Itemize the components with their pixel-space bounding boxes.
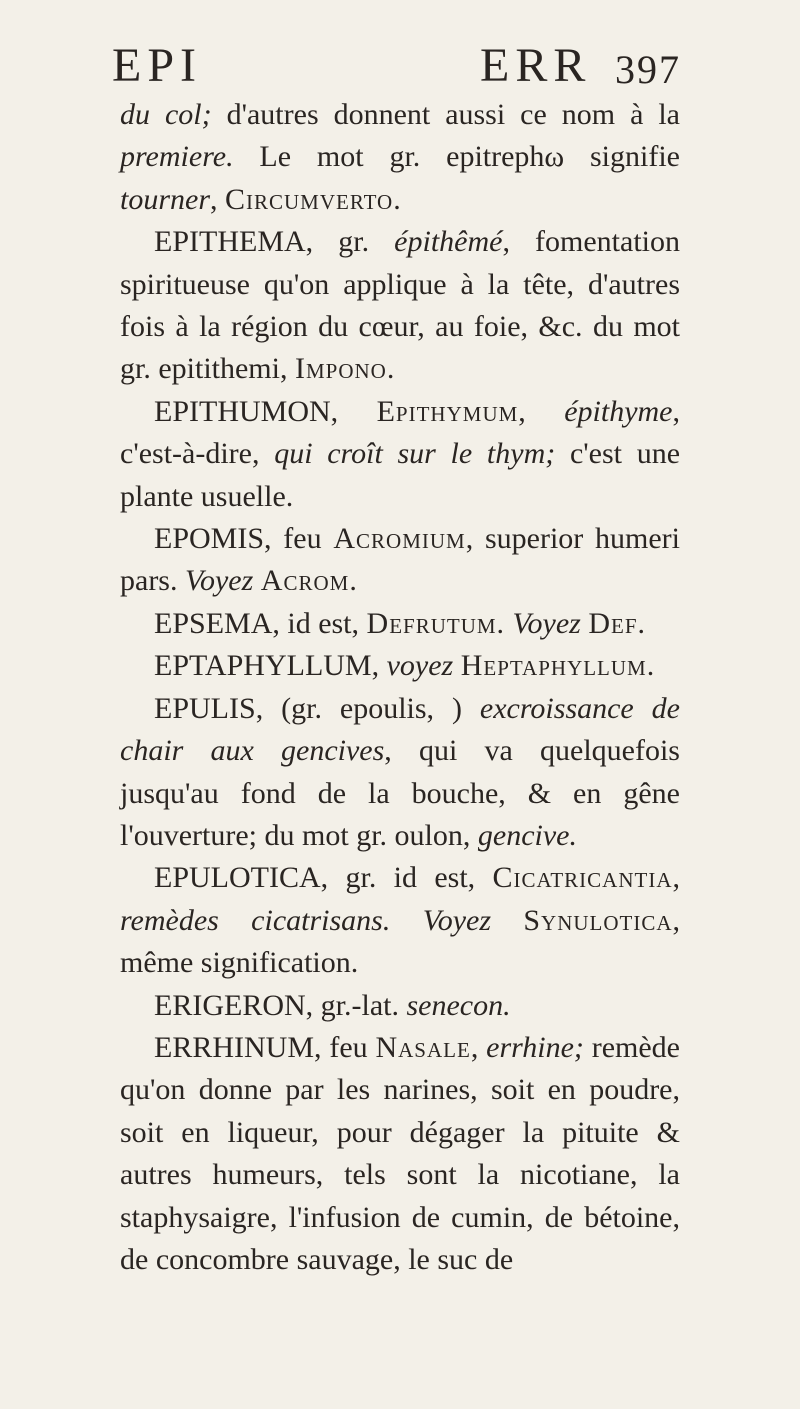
entry-text: , [518, 394, 565, 428]
entry-text: , gr. id est, [320, 861, 493, 895]
entry-text: , [672, 861, 680, 895]
entry-text: , qui va quelquefois jusqu'au fond de la bouche, & en gêne l'ouverture; du mot gr. oulon, [120, 734, 680, 852]
entry-headword: EPULIS [154, 691, 256, 725]
entry-text: d'autres donnent aussi ce nom à la [211, 98, 680, 131]
entry-headword: EPSEMA [154, 606, 273, 640]
entry-text: , même signification. [120, 903, 681, 980]
entry-text: , superior humeri pars. [120, 522, 681, 598]
running-head-left: EPI [112, 39, 202, 92]
entry-text: , [470, 1030, 487, 1064]
entry-text: Le mot gr. epitrephω signifie [233, 140, 680, 174]
entry-text [505, 607, 513, 640]
small-caps-text: Nasale [375, 1030, 471, 1064]
entry-text: , [210, 182, 225, 216]
entry-text: , (gr. epoulis, ) [255, 691, 480, 725]
italic-text: premiere. [120, 140, 234, 174]
italic-text: excroissance de chair aux gencives [120, 691, 680, 768]
small-caps-text: Acrom. [260, 564, 358, 598]
dictionary-entry [120, 985, 680, 1027]
italic-text: qui croît sur le thym; [274, 437, 556, 471]
italic-text: tourner [120, 182, 210, 216]
dictionary-entry [120, 645, 680, 687]
italic-text: Voyez [422, 903, 491, 937]
small-caps-text: Impono. [294, 352, 396, 386]
entry-text: c'est une plante usuelle. [120, 437, 681, 513]
entry-headword: ERRHINUM [154, 1030, 315, 1064]
small-caps-text: Defrutum. [366, 606, 506, 640]
small-caps-text: Acromium [333, 522, 466, 556]
entry-text [453, 649, 461, 682]
dictionary-entry [120, 857, 680, 984]
dictionary-entry [120, 221, 680, 391]
entry-text: remède qu'on donne par les narines, soit en poudre, soit en liqueur, pour dégager la pituite & autres humeurs, tels sont la nicotiane, la staphysaigre, l'infusion de cumin, de bétoine, de concombre sauvage, le suc de [120, 1030, 680, 1276]
dictionary-entry [120, 1027, 680, 1281]
dictionary-entry [120, 603, 680, 645]
dictionary-entry [120, 688, 680, 858]
italic-text: errhine; [486, 1030, 584, 1064]
entry-text: , gr. [305, 225, 395, 259]
small-caps-text: Heptaphyllum. [460, 649, 656, 683]
entry-text: , [330, 394, 377, 428]
dictionary-entry [120, 391, 680, 518]
italic-text: Voyez [512, 606, 581, 640]
entry-text: , c'est-à-dire, [120, 394, 680, 471]
entry-headword: EPITHEMA [154, 225, 306, 259]
small-caps-text: Cicatricantia [492, 861, 673, 895]
entry-text [491, 904, 523, 937]
entry-text: , gr.-lat. [305, 988, 407, 1022]
small-caps-text: Epithymum [376, 394, 519, 428]
entry-text: , [371, 649, 387, 683]
entry-headword: EPITHUMON [154, 394, 331, 428]
entry-text: , feu [314, 1030, 376, 1064]
italic-text: épithyme [564, 394, 673, 428]
dictionary-text [120, 94, 680, 1281]
running-head-right: ERR [480, 39, 592, 92]
entry-text [390, 904, 422, 937]
italic-text: Voyez [184, 564, 254, 598]
entry-headword: EPTAPHYLLUM [154, 649, 372, 683]
dictionary-entry [120, 518, 680, 603]
italic-text: voyez [386, 649, 454, 683]
small-caps-text: Def. [588, 606, 647, 640]
entry-text: , fomentation spiritueuse qu'on applique à la tête, d'autres fois à la région du cœur, au foie, &c. du mot gr. epitithemi, [120, 225, 680, 386]
entry-text [253, 564, 261, 597]
italic-text: remèdes cicatrisans. [120, 903, 391, 937]
running-head [0, 38, 800, 98]
entry-text: , feu [264, 522, 334, 556]
italic-text: gencive. [477, 818, 577, 852]
italic-text: senecon. [406, 988, 511, 1022]
dictionary-entry [120, 94, 680, 221]
page-number: 397 [615, 47, 681, 92]
entry-headword: EPOMIS [154, 522, 265, 556]
small-caps-text: Circumverto. [225, 182, 402, 216]
entry-text: , id est, [272, 606, 367, 640]
entry-headword: EPULOTICA [154, 861, 321, 895]
italic-text: épithêmé [394, 225, 503, 259]
italic-text: du col; [120, 98, 212, 131]
entry-headword: ERIGERON [154, 988, 306, 1022]
small-caps-text: Synulotica [523, 903, 673, 937]
